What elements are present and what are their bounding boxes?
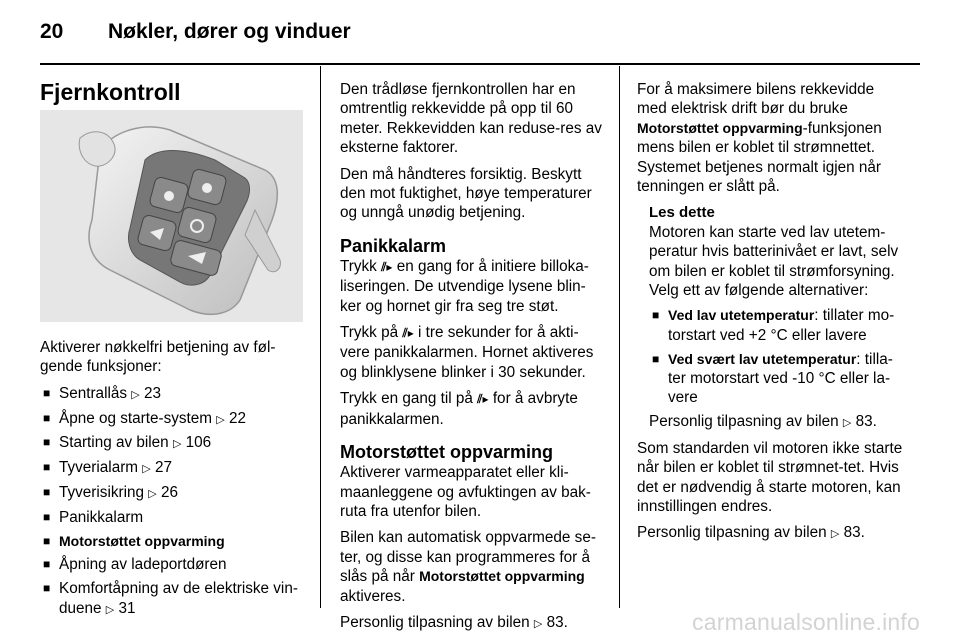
range-tip-paragraph: For å maksimere bilens rekkevidde med elektrisk drift bør du bruke Motorstøttet oppvarming-funksjonen mens bilen er koblet til strømnettet. Systemet betjenes normalt igjen når tenningen er slått på. — [637, 81, 882, 196]
section-title: Fjernkontroll — [40, 79, 181, 105]
ref-arrow-icon: ▷ — [842, 416, 852, 430]
ref-arrow-icon: ▷ — [131, 387, 140, 401]
ref-arrow-icon: ▷ — [830, 527, 840, 541]
heating-paragraph-2: Bilen kan automatisk oppvarmede se-ter, og disse kan programmeres for å slås på når Motorstøttet oppvarming aktiveres. — [340, 529, 596, 605]
list-item: ■ Tyverialarm ▷ 27 — [40, 458, 308, 478]
note-heading: Les dette — [649, 204, 715, 222]
list-item: ■ Komfortåpning av de elektriske vin-duene ▷ 31 — [40, 579, 308, 619]
ref-arrow-icon: ▷ — [533, 616, 543, 630]
list-item: ■ Ved svært lav utetemperatur: tilla-ter motorstart ved -10 °C eller la-vere — [649, 350, 905, 408]
range-paragraph: Den trådløse fjernkontrollen har en omtrentlig rekkevidde på opp til 60 meter. Rekkevidden kan reduse-res av eksterne faktorer. — [340, 81, 602, 157]
intro-text: Aktiverer nøkkelfri betjening av føl-gende funksjoner: — [40, 339, 276, 376]
column-1 — [40, 78, 308, 106]
list-item: ■ Panikkalarm — [40, 508, 308, 527]
panic-button-icon: ⫽▸ — [477, 392, 489, 407]
header-rule — [40, 63, 920, 65]
list-item: ■ Åpne og starte-system ▷ 22 — [40, 409, 308, 429]
panic-alarm-heading: Panikkalarm — [340, 235, 447, 256]
ref-arrow-icon: ▷ — [172, 437, 182, 451]
personalization-reference: Personlig tilpasning av bilen ▷ 83. — [637, 524, 865, 542]
page-number: 20 — [40, 20, 64, 43]
list-item: ■ Åpning av ladeportdøren — [40, 555, 308, 574]
page-header — [40, 20, 920, 54]
key-fob-icon — [40, 110, 303, 322]
note-text: Motoren kan starte ved lav utetem-peratur hvis batterinivået er lavt, selv om bilen er koblet til strømforsyning. Velg ett av følgende alternativer: — [649, 223, 899, 300]
ref-arrow-icon: ▷ — [148, 487, 157, 500]
list-item: ■ Motorstøttet oppvarming — [40, 532, 308, 551]
column-3 — [637, 80, 905, 551]
note-reference: Personlig tilpasning av bilen ▷ 83. — [649, 413, 877, 431]
remote-heating-heading: Motorstøttet oppvarming — [340, 442, 553, 463]
column-divider — [619, 66, 620, 608]
heating-paragraph-1: Aktiverer varmeapparatet eller kli-maanleggene og avfuktingen av bak-ruta fra utenfor bilen. — [340, 464, 591, 520]
panic-paragraph-2: Trykk på ⫽▸ i tre sekunder for å akti-vere panikkalarmen. Hornet aktiveres og blinklysene blinker i 30 sekunder. — [340, 324, 594, 381]
panic-paragraph-1: Trykk ⫽▸ en gang for å initiere billoka-liseringen. De utvendige lysene blin-ker og hornet gir fra seg tre støt. — [340, 257, 589, 315]
key-fob-illustration — [40, 110, 303, 322]
personalization-reference: Personlig tilpasning av bilen ▷ 83. — [340, 613, 568, 631]
chapter-title: Nøkler, dører og vinduer — [108, 20, 351, 43]
ref-arrow-icon: ▷ — [105, 602, 115, 616]
care-paragraph: Den må håndteres forsiktig. Beskytt den mot fuktighet, høye temperaturer og unngå unødig betjening. — [340, 165, 592, 222]
default-behavior-paragraph: Som standarden vil motoren ikke starte når bilen er koblet til strømnet-tet. Hvis det er nødvendig å starte motoren, kan innstillingen endres. — [637, 439, 903, 515]
column-1-text — [40, 338, 308, 623]
list-item: ■ Tyverisikring ▷ 26 — [40, 483, 308, 503]
note-options-list — [649, 306, 905, 407]
list-item: ■ Starting av bilen ▷ 106 — [40, 433, 308, 453]
panic-paragraph-3: Trykk en gang til på ⫽▸ for å avbryte panikkalarmen. — [340, 390, 578, 428]
list-item: ■ Sentrallås ▷ 23 — [40, 384, 308, 404]
ref-arrow-icon: ▷ — [142, 462, 151, 476]
note-box — [637, 203, 905, 432]
list-item: ■ Ved lav utetemperatur: tillater mo-torstart ved +2 °C eller lavere — [649, 306, 905, 345]
watermark: carmanualsonline.info — [692, 609, 920, 635]
ref-arrow-icon: ▷ — [216, 412, 225, 426]
panic-button-icon: ⫽▸ — [381, 259, 393, 274]
column-2 — [340, 80, 605, 640]
function-list — [40, 384, 308, 619]
panic-button-icon: ⫽▸ — [402, 326, 414, 341]
column-divider — [320, 66, 321, 608]
